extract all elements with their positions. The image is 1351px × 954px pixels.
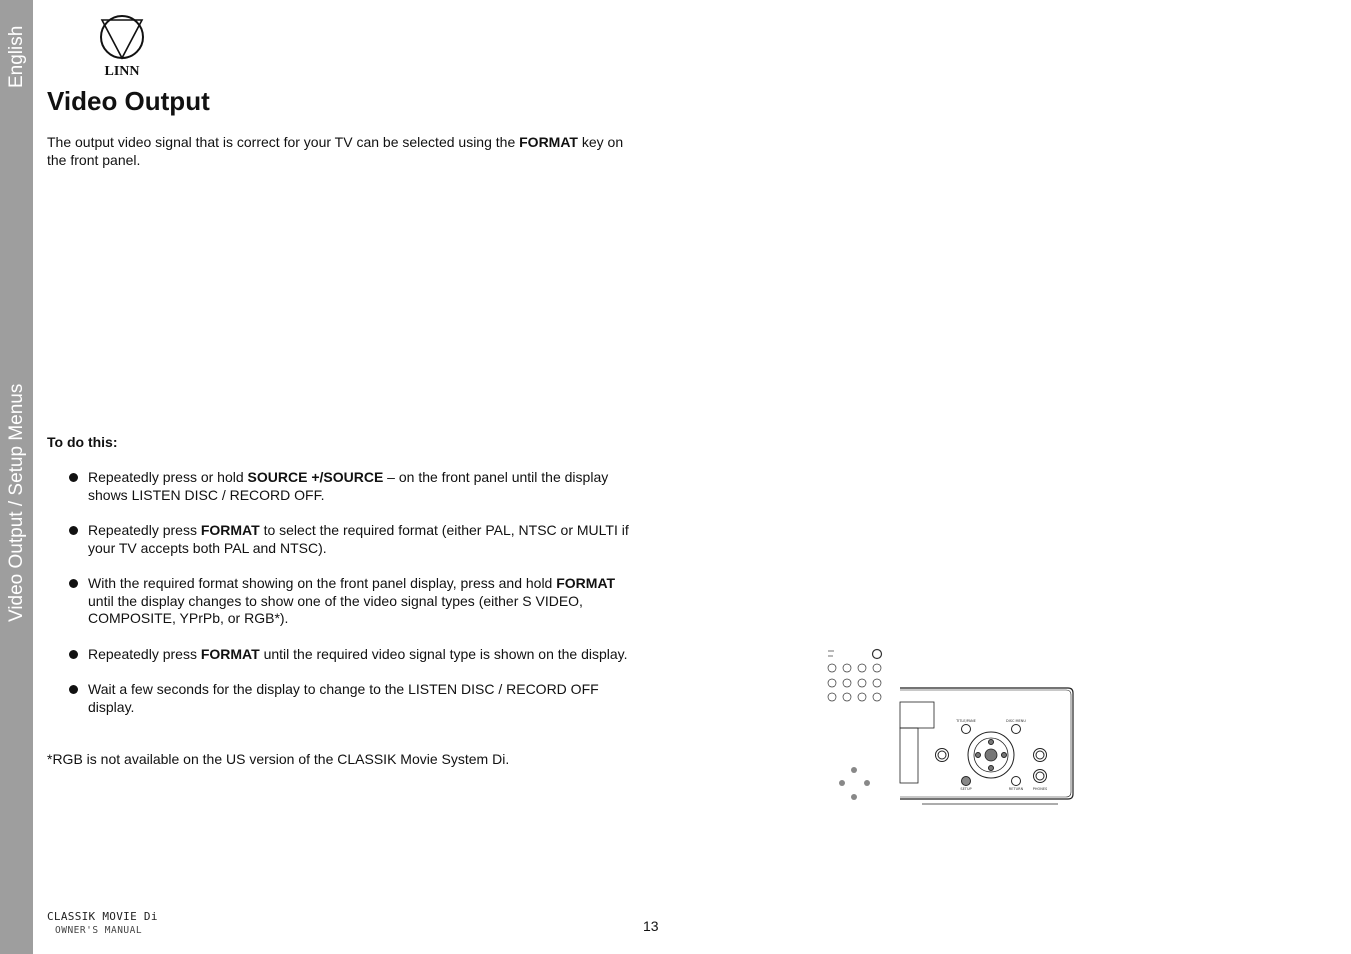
sidebar (0, 0, 33, 954)
front-panel-illustration (822, 644, 1078, 808)
list-item (47, 575, 637, 628)
step-key: FORMAT (556, 575, 616, 591)
step-text: Wait a few seconds for the display to change to the LISTEN DISC / RECORD OFF display. (88, 681, 599, 715)
list-item (47, 522, 637, 557)
list-item (47, 681, 637, 716)
label-return: RETURN (1008, 787, 1024, 791)
sidebar-section-label: Video Output / Setup Menus (6, 383, 27, 622)
footer-brand: CLASSIK MOVIE Di (47, 910, 158, 923)
label-phones: PHONES (1032, 787, 1048, 791)
logo-wordmark: LINN (104, 64, 140, 78)
list-item (47, 646, 637, 664)
step-text: Repeatedly press (88, 522, 201, 538)
bullet-icon (69, 579, 78, 588)
intro-text-end: key on the front panel. (47, 134, 624, 168)
step-text: until the required video signal type is shown on the display. (259, 645, 628, 662)
step-text: until the display changes to show one of the video signal types (either S VIDEO, COMPOSITE, YPrPb, or RGB*). (88, 592, 583, 626)
page-title: Video Output (47, 86, 210, 116)
step-key: FORMAT (200, 645, 260, 662)
bullet-icon (69, 473, 78, 482)
footer-subtitle: OWNER'S MANUAL (55, 925, 143, 936)
step-text: Repeatedly press or hold (88, 469, 248, 485)
intro-text-start: The output video signal that is correct for your TV can be selected using the (47, 134, 520, 150)
footnote: *RGB is not available on the US version of the CLASSIK Movie System Di. (47, 751, 510, 767)
step-key: SOURCE +/SOURCE (247, 469, 384, 485)
list-item (47, 469, 637, 504)
sidebar-language-label: English (6, 25, 27, 88)
step-key: FORMAT (200, 522, 260, 538)
label-title-pane: TITLE/PANE (956, 719, 976, 723)
intro-bold-key: FORMAT (519, 134, 578, 150)
step-text: Repeatedly press (88, 645, 201, 662)
page-number: 13 (643, 918, 659, 934)
bullet-icon (69, 526, 78, 535)
step-text: – on the front panel until the display shows LISTEN DISC / RECORD OFF. (88, 469, 609, 503)
label-disc-menu: DISC MENU (1006, 719, 1026, 723)
step-text: With the required format showing on the front panel display, press and hold (88, 575, 557, 591)
direction-dots (839, 767, 870, 800)
linn-logo (96, 14, 148, 78)
todo-heading: To do this: (47, 434, 118, 450)
step-text: to select the required format (either PAL, NTSC or MULTI if your TV accepts both PAL and NTSC). (88, 522, 629, 556)
remote-buttons (828, 650, 882, 702)
label-setup: SETUP (960, 787, 972, 791)
bullet-icon (69, 685, 78, 694)
intro-paragraph (47, 134, 632, 169)
bullet-icon (69, 650, 78, 659)
steps-list (47, 469, 637, 734)
